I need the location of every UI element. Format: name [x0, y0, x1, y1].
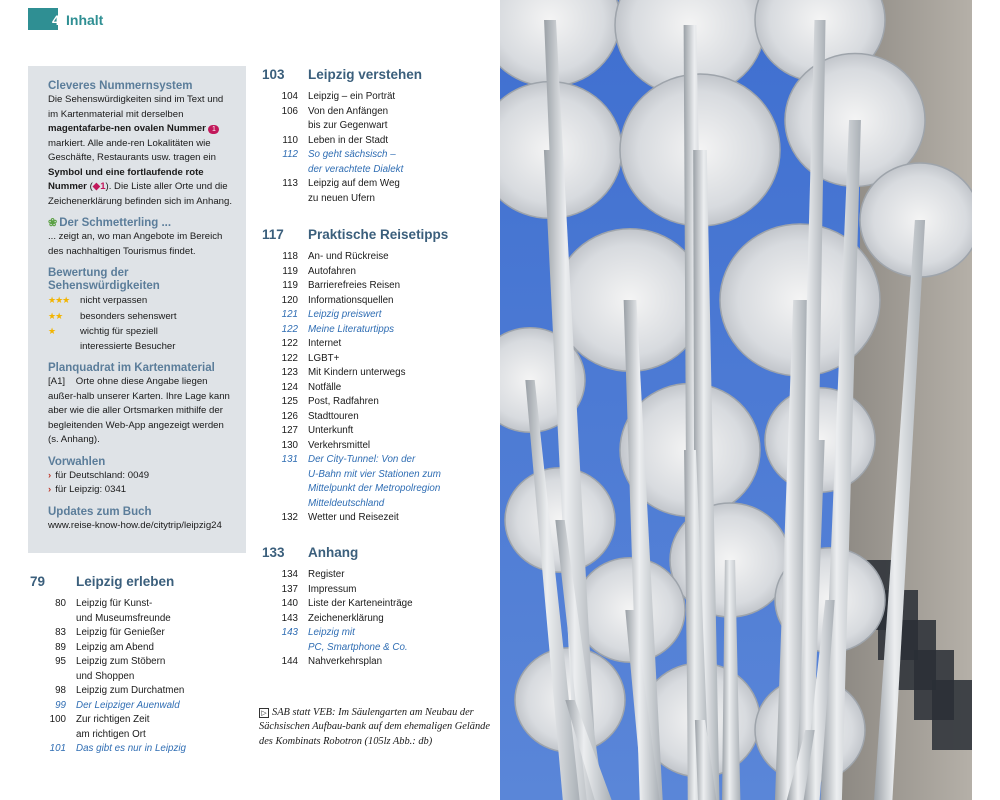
- butterfly-section: [48, 217, 236, 259]
- dialing-germany: für Deutschland: 0049: [55, 469, 150, 481]
- toc-section-erleben: [30, 574, 245, 757]
- toc-entry-title: [308, 655, 492, 670]
- toc-section-heading: [262, 545, 492, 560]
- toc-entry-title: [308, 381, 492, 396]
- toc-entry-title: [308, 439, 492, 454]
- toc-entry[interactable]: [262, 250, 492, 265]
- toc-entry[interactable]: [262, 626, 492, 655]
- toc-entry-page: 101: [49, 743, 66, 754]
- numbering-bold-2: Symbol und eine fortlaufende rote Nummer: [48, 166, 204, 192]
- toc-section-heading: [30, 574, 245, 589]
- toc-entry-line: Informationsquellen: [308, 294, 394, 306]
- toc-entry-title: [308, 583, 492, 598]
- toc-entry[interactable]: [262, 583, 492, 598]
- toc-entry-page: 143: [281, 612, 298, 624]
- toc-entry[interactable]: [262, 424, 492, 439]
- magenta-number-badge: 1: [208, 125, 219, 134]
- numbering-text-2: markiert. Alle ande-ren Lokalitäten wie Geschäfte, Restaurants usw. tragen ein: [48, 137, 216, 163]
- page-title: Inhalt: [66, 12, 104, 28]
- toc-entry-line: Internet: [308, 338, 342, 349]
- toc-section-heading: [262, 67, 492, 82]
- toc-entry-page: 126: [281, 410, 298, 422]
- toc-entry[interactable]: [262, 90, 492, 105]
- chevron-right-icon: ›: [48, 484, 52, 495]
- toc-entry-line: am richtigen Ort: [76, 728, 146, 740]
- toc-entry-title: [308, 597, 492, 612]
- toc-entry-title: [308, 90, 492, 105]
- rating-extra: interessierte Besucher: [80, 340, 176, 352]
- toc-entry-line: So geht sächsisch –: [308, 149, 396, 160]
- updates-section: [48, 506, 236, 534]
- toc-entry-title: [308, 148, 492, 177]
- toc-entry-page: 134: [281, 569, 298, 580]
- star-icon: ★★★: [48, 295, 70, 305]
- dialing-section: [48, 456, 236, 498]
- toc-entry-line: bis zur Gegenwart: [308, 120, 388, 131]
- toc-entry-line: Register: [308, 569, 345, 580]
- toc-entry-page: 120: [281, 294, 298, 306]
- numbering-title: Cleveres Nummernsystem: [48, 80, 193, 92]
- toc-entry-title: [308, 395, 492, 410]
- toc-entry-page: 100: [49, 714, 66, 725]
- toc-entry-line: LGBT+: [308, 352, 340, 364]
- toc-entry-page: 127: [281, 425, 298, 436]
- toc-entry[interactable]: [262, 439, 492, 454]
- toc-entry-page: 119: [282, 265, 298, 277]
- toc-entry[interactable]: [30, 626, 245, 641]
- toc-entry-title: [308, 568, 492, 583]
- toc-entry-title: [76, 641, 245, 656]
- toc-entry-line: Liste der Karteneinträge: [308, 598, 413, 609]
- toc-entry-title: [308, 323, 492, 338]
- toc-section-title: Anhang: [308, 545, 359, 560]
- grid-section: [48, 362, 236, 448]
- toc-entry-page: 125: [281, 396, 298, 407]
- rating-label: besonders sehenswert: [80, 310, 177, 322]
- rating-label: nicht verpassen: [80, 295, 148, 306]
- toc-section-heading: [262, 227, 492, 242]
- toc-section-title: Praktische Reisetipps: [308, 227, 449, 242]
- legend-infobox: [28, 66, 246, 553]
- toc-entry-title: [308, 511, 492, 526]
- toc-entry-title: [76, 699, 245, 714]
- toc-entry-line: Autofahren: [308, 265, 356, 277]
- toc-entry-page: 99: [55, 699, 66, 711]
- grid-description: Orte ohne diese Angabe liegen außer-halb unserer Karten. Ihre Lage kann aber wie die aller Ortsmarken mithilfe der begleitenden Web-App angezeigt werden (s. Anhang).: [48, 376, 230, 445]
- toc-entry-line: Mit Kindern unterwegs: [308, 367, 406, 378]
- toc-entry-title: [76, 684, 245, 699]
- toc-entry[interactable]: [262, 279, 492, 294]
- dialing-title: Vorwahlen: [48, 455, 106, 468]
- toc-entry-title: [308, 279, 492, 294]
- toc-entry[interactable]: [30, 655, 245, 684]
- toc-entry-line: Leipzig preiswert: [308, 309, 382, 320]
- toc-entry-page: 104: [281, 91, 298, 102]
- toc-entry-title: [308, 453, 492, 511]
- toc-entry-page: 95: [55, 656, 66, 667]
- toc-entry-title: [308, 424, 492, 439]
- toc-entry[interactable]: [30, 597, 245, 626]
- toc-section-title: Leipzig verstehen: [308, 67, 423, 82]
- butterfly-title-text: Der Schmetterling ...: [59, 217, 172, 229]
- toc-entry-title: [308, 105, 492, 134]
- page-number: 4: [52, 12, 60, 28]
- toc-entry-page: 122: [281, 323, 298, 335]
- toc-entry[interactable]: [262, 148, 492, 177]
- toc-entry-line: Mitteldeutschland: [308, 497, 385, 509]
- toc-entry[interactable]: [30, 641, 245, 656]
- toc-entry[interactable]: [262, 453, 492, 511]
- butterfly-title: [48, 217, 236, 230]
- toc-entry-line: Verkehrsmittel: [308, 439, 371, 451]
- toc-section-page: 103: [262, 67, 285, 82]
- toc-entry-title: [308, 337, 492, 352]
- toc-entry-page: 124: [281, 381, 298, 393]
- star-icon: ★: [48, 326, 56, 336]
- rating-row: [48, 309, 236, 325]
- column-garden-illustration: [500, 0, 972, 800]
- toc-section-page: 117: [262, 227, 284, 242]
- toc-entry-line: Leipzig auf dem Weg: [308, 178, 400, 189]
- toc-entry-page: 140: [281, 598, 298, 609]
- toc-entry[interactable]: [30, 684, 245, 699]
- toc-entry[interactable]: [262, 352, 492, 367]
- toc-entry-line: der verachtete Dialekt: [308, 163, 404, 175]
- red-number-tag: ◆1: [92, 181, 106, 192]
- toc-section-page: 133: [262, 545, 285, 560]
- toc-entry-title: [308, 352, 492, 367]
- toc-entry-page: 123: [281, 367, 298, 378]
- toc-entry[interactable]: [262, 366, 492, 381]
- toc-entry[interactable]: [262, 337, 492, 352]
- toc-entry-line: Notfälle: [308, 381, 342, 393]
- toc-entry[interactable]: [262, 265, 492, 280]
- toc-entry-page: 122: [281, 338, 298, 349]
- numbering-text: Die Sehenswürdigkeiten sind im Text und im Kartenmaterial mit derselben magentafarbe-nen ovalen Nummer 1 markiert. Alle ande-ren Lokalitäten wie Geschäfte, Restaurants usw. tragen ein Symbol und eine fortlaufende rote Nummer (◆1). Die Liste aller Orte und die Zeichenerklärung befinden sich im Anhang.: [48, 94, 232, 207]
- toc-entry[interactable]: [262, 323, 492, 338]
- toc-entry-page: 143: [281, 627, 298, 638]
- toc-entry-page: 144: [281, 656, 298, 667]
- rating-title: Bewertung der Sehenswürdigkeiten: [48, 267, 160, 292]
- star-icon: ★★: [48, 310, 63, 321]
- toc-entry[interactable]: [262, 177, 492, 206]
- toc-entry-title: [308, 250, 492, 265]
- toc-entry-title: [308, 265, 492, 280]
- toc-entry-page: 98: [55, 685, 66, 696]
- toc-entry-line: Zeichenerklärung: [308, 612, 384, 624]
- dialing-item: [48, 483, 236, 498]
- toc-entry-page: 131: [281, 454, 298, 465]
- toc-entry-page: 112: [282, 149, 298, 160]
- updates-link[interactable]: www.reise-know-how.de/citytrip/leipzig24: [48, 519, 222, 531]
- toc-entry[interactable]: [262, 105, 492, 134]
- caption-text: SAB statt VEB: Im Säulengarten am Neubau der Sächsischen Aufbau-bank auf dem ehemaligen Gelände des Kombinats Robotron (105lz Abb.: db): [259, 707, 490, 747]
- toc-entry-line: Leipzig – ein Porträt: [308, 91, 396, 102]
- rating-row: [48, 293, 236, 309]
- dialing-leipzig: für Leipzig: 0341: [55, 484, 127, 495]
- toc-section-page: 79: [30, 574, 46, 589]
- toc-entry[interactable]: [262, 134, 492, 149]
- toc-entry[interactable]: [262, 568, 492, 583]
- numbering-bold-1: magentafarbe-nen ovalen Nummer: [48, 123, 206, 134]
- rating-row: [48, 324, 236, 340]
- toc-entry-page: 121: [281, 309, 298, 320]
- toc-entry-title: [308, 308, 492, 323]
- toc-entry-title: [308, 134, 492, 149]
- toc-entry-line: Der City-Tunnel: Von der: [308, 454, 416, 465]
- toc-entry-title: [76, 655, 245, 684]
- toc-entry-line: U-Bahn mit vier Stationen zum: [308, 468, 441, 480]
- toc-entry-page: 110: [282, 134, 298, 146]
- dialing-item: [48, 469, 236, 484]
- toc-entry-title: [76, 597, 245, 626]
- numbering-text-3: ). Die Liste aller Orte und die Zeichenerklärung befinden sich im Anhang.: [48, 181, 232, 207]
- red-number-value: 1: [100, 181, 106, 192]
- toc-entry-page: 119: [282, 280, 298, 291]
- rating-label: wichtig für speziell: [80, 326, 158, 337]
- butterfly-text: ... zeigt an, wo man Angebote im Bereich des nachhaltigen Tourismus findet.: [48, 231, 223, 257]
- toc-entry-line: Impressum: [308, 583, 357, 595]
- toc-entry[interactable]: [262, 381, 492, 396]
- toc-entry-title: [308, 366, 492, 381]
- rating-section: [48, 267, 236, 354]
- toc-entry-page: 113: [282, 178, 298, 189]
- toc-entry-line: Leipzig für Kunst-: [76, 598, 153, 609]
- toc-entry[interactable]: [262, 410, 492, 425]
- building-window: [932, 680, 972, 750]
- toc-entry-page: 130: [281, 439, 298, 451]
- toc-entry-line: Das gibt es nur in Leipzig: [76, 743, 187, 754]
- toc-entry-title: [76, 713, 245, 742]
- toc-entry-line: Barrierefreies Reisen: [308, 280, 401, 291]
- toc-entry-line: Wetter und Reisezeit: [308, 512, 399, 523]
- toc-entry[interactable]: [262, 655, 492, 670]
- toc-entry[interactable]: [30, 742, 245, 757]
- grid-code: [A1]: [48, 376, 66, 387]
- toc-entry-line: zu neuen Ufern: [308, 192, 375, 204]
- toc-entry-line: Leipzig zum Durchatmen: [76, 685, 185, 696]
- toc-entry-page: 89: [55, 641, 66, 653]
- toc-entry-title: [308, 626, 492, 655]
- toc-entry-line: Mittelpunkt der Metropolregion: [308, 483, 441, 494]
- grid-title: Planquadrat im Kartenmaterial: [48, 362, 215, 374]
- toc-entry[interactable]: [262, 308, 492, 323]
- toc-entry-line: Stadttouren: [308, 410, 359, 422]
- toc-section-verstehen: [262, 67, 492, 206]
- toc-entry[interactable]: [262, 612, 492, 627]
- toc-entry-line: Leben in der Stadt: [308, 134, 389, 146]
- toc-entry-line: Nahverkehrsplan: [308, 656, 383, 667]
- column-garden-photo: [500, 0, 972, 800]
- toc-entry-line: Von den Anfängen: [308, 105, 389, 117]
- toc-entry-line: Post, Radfahren: [308, 396, 379, 407]
- toc-entry-line: An- und Rückreise: [308, 251, 389, 262]
- grid-text: [48, 375, 236, 448]
- toc-entry-line: Der Leipziger Auenwald: [76, 699, 180, 711]
- photo-reference-icon: ▷: [259, 708, 269, 718]
- toc-entry-page: 106: [281, 105, 298, 117]
- toc-entry[interactable]: [30, 713, 245, 742]
- chevron-right-icon: ›: [48, 469, 52, 481]
- toc-entry-line: Leipzig zum Stöbern: [76, 656, 166, 667]
- toc-entry-page: 80: [55, 598, 66, 609]
- toc-entry-title: [76, 742, 245, 757]
- toc-section-reisetipps: [262, 227, 492, 526]
- toc-entry[interactable]: [262, 597, 492, 612]
- toc-entry-line: und Museumsfreunde: [76, 612, 171, 624]
- updates-title: Updates zum Buch: [48, 505, 152, 518]
- toc-entry[interactable]: [30, 699, 245, 714]
- toc-entry-page: 122: [281, 352, 298, 364]
- rating-list: [48, 293, 236, 340]
- toc-entry-page: 83: [55, 627, 66, 638]
- toc-section-title: Leipzig erleben: [76, 574, 175, 589]
- toc-section-anhang: [262, 545, 492, 670]
- toc-entry-title: [76, 626, 245, 641]
- toc-entry-line: PC, Smartphone & Co.: [308, 641, 408, 653]
- toc-entry-page: 132: [281, 512, 298, 523]
- toc-entry-title: [308, 294, 492, 309]
- toc-entry-line: Leipzig für Genießer: [76, 627, 165, 638]
- toc-entry-line: Unterkunft: [308, 425, 354, 436]
- toc-entry[interactable]: [262, 511, 492, 526]
- toc-entry-line: Leipzig mit: [308, 627, 355, 638]
- toc-entry-title: [308, 177, 492, 206]
- numbering-section: [48, 80, 236, 209]
- page-number-tab: [28, 8, 58, 30]
- toc-entry-page: 137: [281, 583, 298, 595]
- toc-entry-title: [308, 410, 492, 425]
- toc-entry-line: und Shoppen: [76, 670, 135, 682]
- butterfly-icon: ❀: [48, 217, 58, 229]
- photo-caption: [259, 706, 491, 749]
- numbering-text-1: Die Sehenswürdigkeiten sind im Text und im Kartenmaterial mit derselben: [48, 94, 224, 120]
- toc-entry-line: Meine Literaturtipps: [308, 323, 395, 335]
- toc-entry-page: 118: [282, 251, 298, 262]
- toc-entry-line: Leipzig am Abend: [76, 641, 154, 653]
- toc-entry-title: [308, 612, 492, 627]
- toc-entry-line: Zur richtigen Zeit: [76, 714, 150, 725]
- toc-entry[interactable]: [262, 395, 492, 410]
- toc-entry[interactable]: [262, 294, 492, 309]
